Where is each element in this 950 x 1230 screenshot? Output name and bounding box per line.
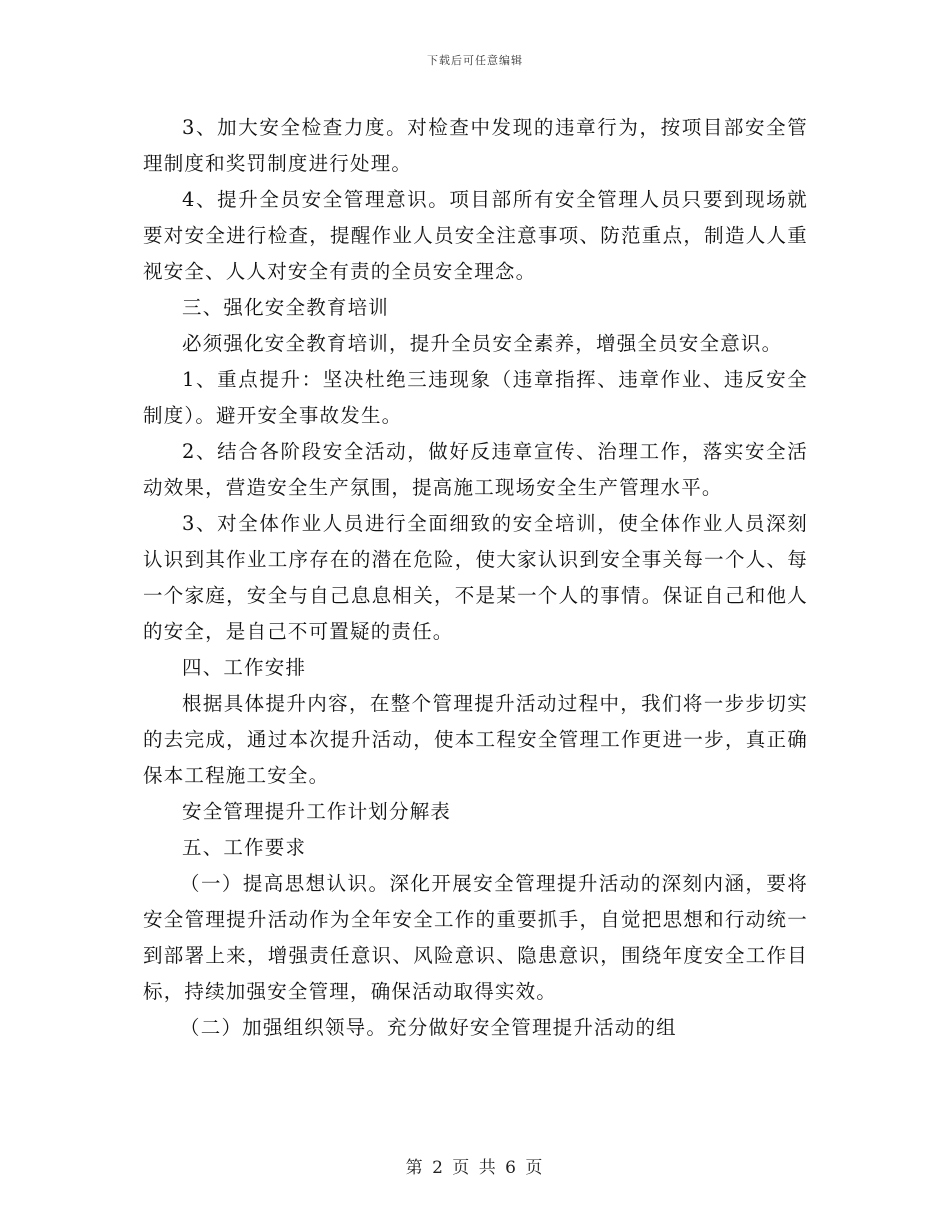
paragraph-key-points: 1、重点提升：坚决杜绝三违现象（违章指挥、违章作业、违反安全制度）。避开安全事故发生。	[143, 368, 808, 427]
document-body	[143, 110, 808, 1046]
paragraph-full-training: 3、对全体作业人员进行全面细致的安全培训，使全体作业人员深刻认识到其作业工序存在的潜在危险，使大家认识到安全事关每一个人、每一个家庭，安全与自己息息相关，不是某一个人的事情。保证自己和他人的安全，是自己不可置疑的责任。	[143, 512, 808, 643]
page-footer: 第 2 页 共 6 页	[405, 1158, 545, 1178]
page-header: 下载后可任意编辑	[427, 54, 523, 67]
section-heading-requirements: 五、工作要求	[182, 836, 307, 859]
section-heading-training: 三、强化安全教育培训	[182, 296, 390, 319]
section-heading-arrangement: 四、工作安排	[182, 656, 307, 679]
table-caption: 安全管理提升工作计划分解表	[182, 800, 452, 823]
paragraph-activities: 2、结合各阶段安全活动，做好反违章宣传、治理工作，落实安全活动效果，营造安全生产氛围，提高施工现场安全生产管理水平。	[143, 440, 808, 499]
paragraph-arrangement: 根据具体提升内容，在整个管理提升活动过程中，我们将一步步切实的去完成，通过本次提升活动，使本工程安全管理工作更进一步，真正确保本工程施工安全。	[143, 692, 808, 787]
paragraph-inspection: 3、加大安全检查力度。对检查中发现的违章行为，按项目部安全管理制度和奖罚制度进行处理。	[143, 116, 808, 175]
paragraph-requirement-one: （一）提高思想认识。深化开展安全管理提升活动的深刻内涵，要将安全管理提升活动作为全年安全工作的重要抓手，自觉把思想和行动统一到部署上来，增强责任意识、风险意识、隐患意识，围绕年度安全工作目标，持续加强安全管理，确保活动取得实效。	[143, 872, 808, 1003]
paragraph-awareness: 4、提升全员安全管理意识。项目部所有安全管理人员只要到现场就要对安全进行检查，提醒作业人员安全注意事项、防范重点，制造人人重视安全、人人对安全有责的全员安全理念。	[143, 188, 808, 283]
paragraph-requirement-two: （二）加强组织领导。充分做好安全管理提升活动的组	[180, 1016, 677, 1039]
paragraph-training-intro: 必须强化安全教育培训，提升全员安全素养，增强全员安全意识。	[182, 332, 783, 355]
